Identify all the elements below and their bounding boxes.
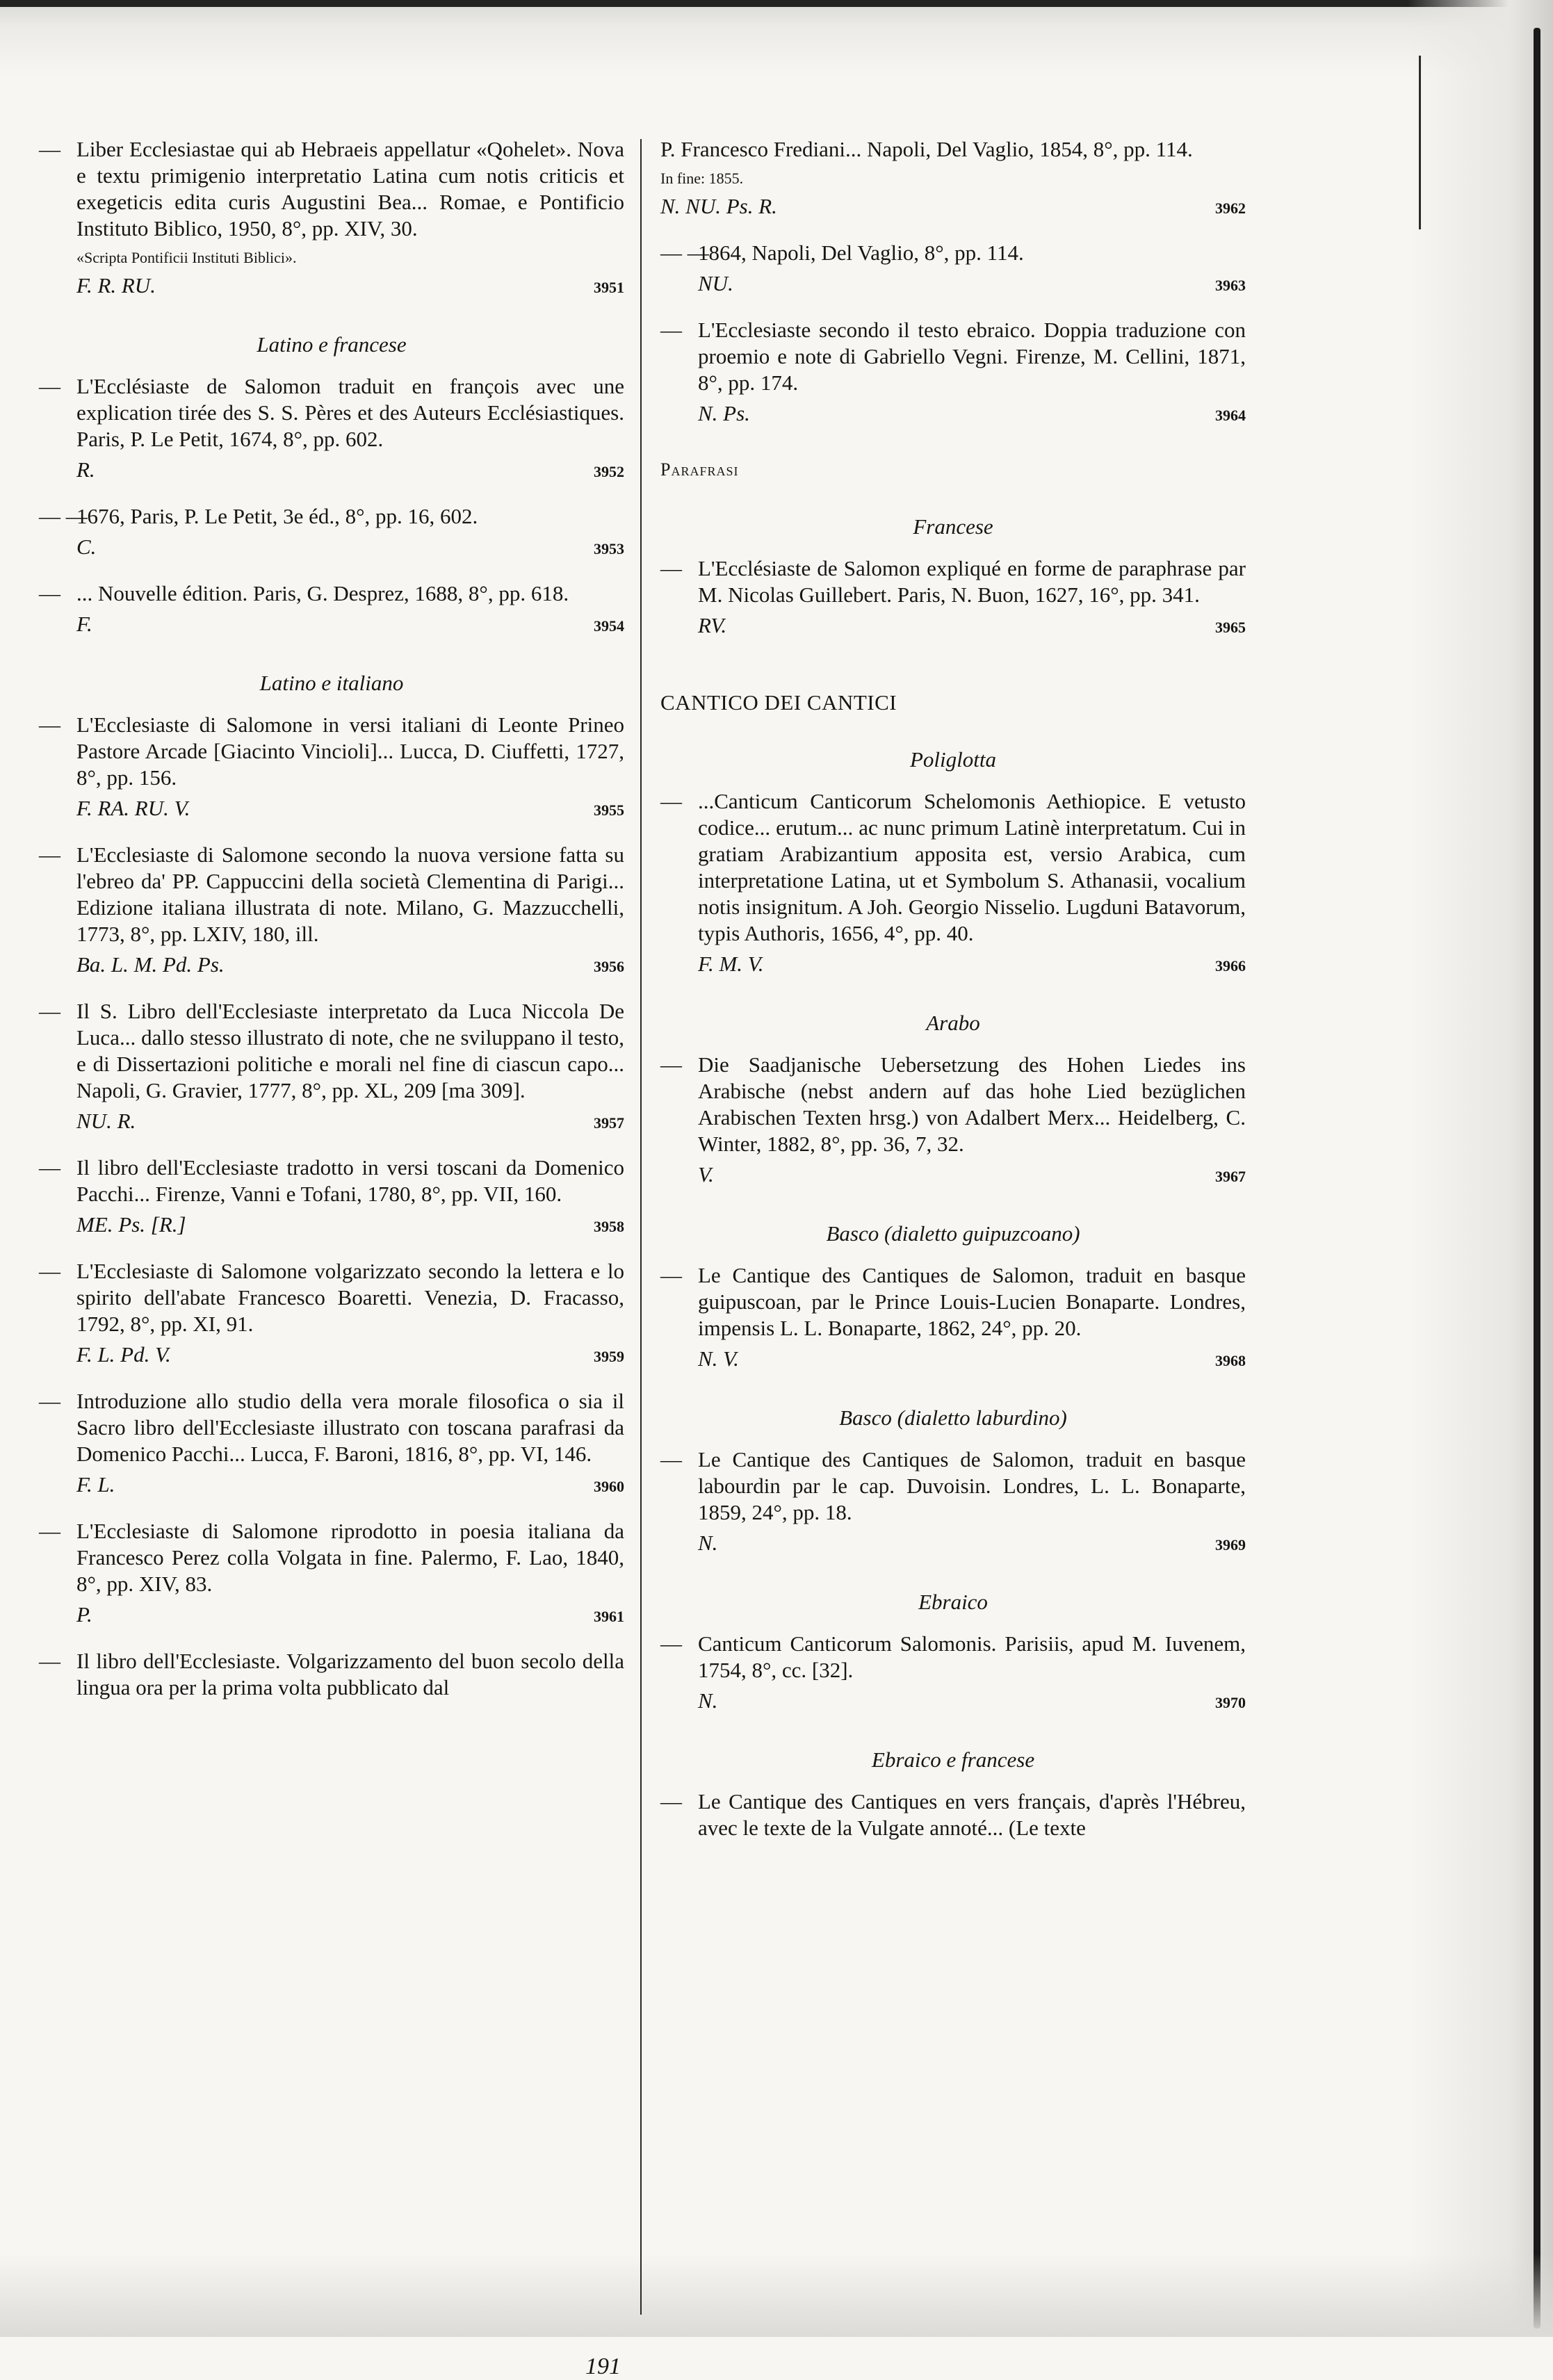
right-column <box>660 136 1246 1859</box>
page-number: 191 <box>585 2354 621 2379</box>
bibliography-entry <box>39 373 624 485</box>
bibliography-entry <box>39 1648 624 1701</box>
bibliography-entry <box>39 1155 624 1240</box>
entry-dash: — <box>39 581 60 605</box>
entry-number: 3954 <box>594 617 624 635</box>
entry-text: L'Ecclesiaste di Salomone riprodotto in poesia italiana da Francesco Perez colla Volgata in fine. Palermo, F. Lao, 1840, 8°, pp. XIV, 83. <box>76 1519 624 1596</box>
entry-number: 3951 <box>594 279 624 296</box>
entry-text: Il S. Libro dell'Ecclesiaste interpretato da Luca Niccola De Luca... dallo stesso illustrato di note, che ne sviluppano il testo, e di Dissertazioni politiche e morali nel fine di ciascun capo... Napoli, G. Gravier, 1777, 8°, pp. XL, 209 [ma 309]. <box>76 999 624 1102</box>
library-sigla: N. <box>698 1688 718 1713</box>
entry-footer <box>76 611 624 639</box>
library-sigla: R. <box>76 457 95 482</box>
entry-footer <box>698 1688 1246 1716</box>
entry-footer <box>76 457 624 485</box>
entry-text: L'Ecclesiaste di Salomone secondo la nuova versione fatta su l'ebreo da' PP. Cappuccini della società Clementina di Parigi... Edizione italiana illustrata di note. Milano, G. Mazzucchelli, 1773, 8°, pp. LXIV, 180, ill. <box>76 842 624 946</box>
section-heading: Latino e francese <box>257 332 407 357</box>
entry-footer <box>698 612 1246 641</box>
section-heading: Latino e italiano <box>259 671 404 695</box>
entry-dash: — — <box>39 504 88 528</box>
bibliography-entry <box>660 317 1246 429</box>
bibliography-entry <box>660 1631 1246 1716</box>
entry-text: Canticum Canticorum Salomonis. Parisiis, apud M. Iuvenem, 1754, 8°, cc. [32]. <box>698 1631 1246 1682</box>
chapter-heading: CANTICO DEI CANTICI <box>660 690 897 715</box>
bibliography-entry <box>660 1788 1246 1841</box>
entry-text: L'Ecclesiaste di Salomone volgarizzato secondo la lettera e lo spirito dell'abate Francesco Boaretti. Venezia, D. Fracasso, 1792, 8°, pp. XI, 91. <box>76 1259 624 1336</box>
library-sigla: N. <box>698 1531 718 1555</box>
entry-dash: — <box>39 712 60 737</box>
entry-number: 3970 <box>1215 1694 1246 1711</box>
entry-text: Le Cantique des Cantiques en vers français, d'après l'Hébreu, avec le texte de la Vulgate annoté... (Le texte <box>698 1789 1246 1840</box>
section-heading: Francese <box>913 514 993 539</box>
entry-dash: — <box>660 556 682 580</box>
bibliography-entry <box>39 998 624 1136</box>
bibliography-entry <box>660 1262 1246 1374</box>
bibliography-entry <box>39 503 624 562</box>
entry-footer <box>76 1108 624 1136</box>
entry-dash: — <box>39 1389 60 1413</box>
entry-text: Die Saadjanische Uebersetzung des Hohen Liedes ins Arabische (nebst andern auf das hohe Lied bezüglichen Arabischen Texten hrsg.) von Adalbert Merx... Heidelberg, C. Winter, 1882, 8°, pp. 36, 7, 32. <box>698 1052 1246 1156</box>
entry-number: 3968 <box>1215 1352 1246 1369</box>
entry-dash: — <box>39 1155 60 1180</box>
library-sigla: F. L. Pd. V. <box>76 1342 171 1367</box>
entry-text: ... Nouvelle édition. Paris, G. Desprez, 1688, 8°, pp. 618. <box>76 581 569 605</box>
section-heading: Arabo <box>926 1011 980 1035</box>
library-sigla: N. V. <box>698 1346 739 1371</box>
scan-bottom-shadow <box>0 2253 1553 2337</box>
bibliography-entry <box>39 712 624 824</box>
entry-number: 3953 <box>594 540 624 557</box>
entry-footer <box>76 795 624 824</box>
entry-text: ...Canticum Canticorum Schelomonis Aethiopice. E vetusto codice... erutum... ac nunc primum Latinè interpretatum. Cui in gratiam Arabizantium apposita est, versio Arabica, cum interpretatione Latina, ut et Symbolum S. Athanasii, vocalium notis insignitum. A Joh. Georgio Nisselio. Lugduni Batavorum, typis Authoris, 1656, 4°, pp. 40. <box>698 789 1246 945</box>
entry-number: 3961 <box>594 1608 624 1625</box>
entry-footer <box>76 1212 624 1240</box>
entry-footer <box>698 951 1246 979</box>
entry-dash: — <box>39 137 60 161</box>
entry-number: 3964 <box>1215 407 1246 424</box>
bibliography-entry <box>660 555 1246 641</box>
entry-footer <box>76 952 624 980</box>
section-heading: Basco (dialetto laburdino) <box>839 1405 1067 1430</box>
entry-dash: — <box>660 1631 682 1656</box>
library-sigla: F. L. <box>76 1472 115 1497</box>
entry-dash: — — <box>660 241 709 265</box>
library-sigla: C. <box>76 535 97 559</box>
bibliography-entry <box>660 240 1246 299</box>
entry-text: L'Ecclesiaste secondo il testo ebraico. Doppia traduzione con proemio e note di Gabriello Vegni. Firenze, M. Cellini, 1871, 8°, pp. 174. <box>698 318 1246 395</box>
entry-text: Liber Ecclesiastae qui ab Hebraeis appellatur «Qohelet». Nova e textu primigenio interpretatio Latina cum notis criticis et exegeticis edita curis Augustini Bea... Romae, e Pontificio Instituto Biblico, 1950, 8°, pp. XIV, 30. <box>76 137 624 241</box>
entry-footer <box>660 193 1246 222</box>
entry-dash: — <box>660 1789 682 1813</box>
section-heading: Basco (dialetto guipuzcoano) <box>826 1221 1080 1246</box>
entry-footer <box>698 1162 1246 1190</box>
entry-footer <box>76 534 624 562</box>
bibliography-entry <box>39 136 624 301</box>
entry-footer <box>698 400 1246 429</box>
entry-dash: — <box>660 318 682 342</box>
entry-number: 3963 <box>1215 277 1246 294</box>
library-sigla: Ba. L. M. Pd. Ps. <box>76 952 225 977</box>
entry-footer <box>76 1601 624 1630</box>
bibliography-entry <box>660 788 1246 979</box>
bibliography-entry <box>39 1258 624 1370</box>
entry-number: 3969 <box>1215 1536 1246 1554</box>
section-heading: Ebraico e francese <box>871 1747 1035 1772</box>
entry-dash: — <box>39 842 60 867</box>
library-sigla: N. Ps. <box>698 401 750 425</box>
entry-dash: — <box>660 1263 682 1287</box>
scan-top-shadow <box>0 0 1553 76</box>
entry-number: 3967 <box>1215 1168 1246 1185</box>
entry-number: 3965 <box>1215 619 1246 636</box>
entry-number: 3958 <box>594 1218 624 1235</box>
entry-dash: — <box>660 1052 682 1077</box>
entry-text: P. Francesco Frediani... Napoli, Del Vaglio, 1854, 8°, pp. 114. <box>660 137 1193 161</box>
entry-dash: — <box>660 1447 682 1472</box>
library-sigla: ME. Ps. [R.] <box>76 1212 186 1237</box>
entry-number: 3956 <box>594 958 624 975</box>
entry-text: Il libro dell'Ecclesiaste tradotto in versi toscani da Domenico Pacchi... Firenze, Vanni e Tofani, 1780, 8°, pp. VII, 160. <box>76 1155 624 1206</box>
bibliography-entry <box>39 842 624 980</box>
subsection-heading: Parafrasi <box>660 459 739 480</box>
entry-number: 3966 <box>1215 957 1246 975</box>
scan-mark <box>1419 56 1421 229</box>
entry-footer <box>76 1472 624 1500</box>
entry-dash: — <box>660 789 682 813</box>
entry-dash: — <box>39 374 60 398</box>
entry-dash: — <box>39 1519 60 1543</box>
entry-footer <box>698 1530 1246 1558</box>
bibliography-entry <box>39 580 624 639</box>
library-sigla: F. RA. RU. V. <box>76 796 190 820</box>
entry-dash: — <box>39 1649 60 1673</box>
library-sigla: NU. R. <box>76 1109 136 1133</box>
entry-footer <box>698 1346 1246 1374</box>
scan-right-edge <box>1407 0 1553 2337</box>
entry-text: L'Ecclésiaste de Salomon traduit en françois avec une explication tirée des S. S. Pères et des Auteurs Ecclésiastiques. Paris, P. Le Petit, 1674, 8°, pp. 602. <box>76 374 624 451</box>
entry-note: In fine: 1855. <box>660 170 744 187</box>
library-sigla: N. NU. Ps. R. <box>660 194 777 218</box>
entry-text: Introduzione allo studio della vera morale filosofica o sia il Sacro libro dell'Ecclesiaste illustrato con toscana parafrasi da Domenico Pacchi... Lucca, F. Baroni, 1816, 8°, pp. VI, 146. <box>76 1389 624 1466</box>
entry-number: 3957 <box>594 1114 624 1132</box>
column-divider <box>640 139 642 2315</box>
left-column <box>39 136 624 1719</box>
bibliography-entry <box>39 1388 624 1500</box>
entry-text: 1864, Napoli, Del Vaglio, 8°, pp. 114. <box>698 241 1024 265</box>
entry-number: 3962 <box>1215 199 1246 217</box>
entry-text: Le Cantique des Cantiques de Salomon, traduit en basque guipuscoan, par le Prince Louis-Lucien Bonaparte. Londres, impensis L. L. Bonaparte, 1862, 24°, pp. 20. <box>698 1263 1246 1340</box>
entry-text: Il libro dell'Ecclesiaste. Volgarizzamento del buon secolo della lingua ora per la prima volta pubblicato dal <box>76 1649 624 1700</box>
entry-number: 3955 <box>594 801 624 819</box>
entry-dash: — <box>39 1259 60 1283</box>
entry-text: Le Cantique des Cantiques de Salomon, traduit en basque labourdin par le cap. Duvoisin. Londres, L. L. Bonaparte, 1859, 24°, pp. 18. <box>698 1447 1246 1524</box>
bibliography-entry <box>660 136 1246 222</box>
entry-text: L'Ecclésiaste de Salomon expliqué en forme de paraphrase par M. Nicolas Guillebert. Paris, N. Buon, 1627, 16°, pp. 341. <box>698 556 1246 607</box>
entry-number: 3960 <box>594 1478 624 1495</box>
library-sigla: F. R. RU. <box>76 273 156 298</box>
entry-footer <box>698 270 1246 299</box>
binding-edge-line <box>1534 28 1540 2329</box>
entry-text: L'Ecclesiaste di Salomone in versi italiani di Leonte Prineo Pastore Arcade [Giacinto Vincioli]... Lucca, D. Ciuffetti, 1727, 8°, pp. 156. <box>76 712 624 790</box>
bibliography-entry <box>660 1052 1246 1190</box>
bibliography-entry <box>39 1518 624 1630</box>
library-sigla: P. <box>76 1602 92 1627</box>
entry-footer <box>76 272 624 301</box>
entry-footer <box>76 1342 624 1370</box>
section-heading: Poliglotta <box>910 747 996 772</box>
entry-text: 1676, Paris, P. Le Petit, 3e éd., 8°, pp. 16, 602. <box>76 504 478 528</box>
library-sigla: NU. <box>698 271 733 295</box>
library-sigla: F. M. V. <box>698 952 764 976</box>
entry-number: 3952 <box>594 463 624 480</box>
library-sigla: V. <box>698 1162 714 1187</box>
section-heading: Ebraico <box>918 1590 988 1614</box>
library-sigla: F. <box>76 612 92 636</box>
entry-note: «Scripta Pontificii Instituti Biblici». <box>76 249 297 266</box>
entry-dash: — <box>39 999 60 1023</box>
entry-number: 3959 <box>594 1348 624 1365</box>
library-sigla: RV. <box>698 613 727 637</box>
bibliography-entry <box>660 1446 1246 1558</box>
